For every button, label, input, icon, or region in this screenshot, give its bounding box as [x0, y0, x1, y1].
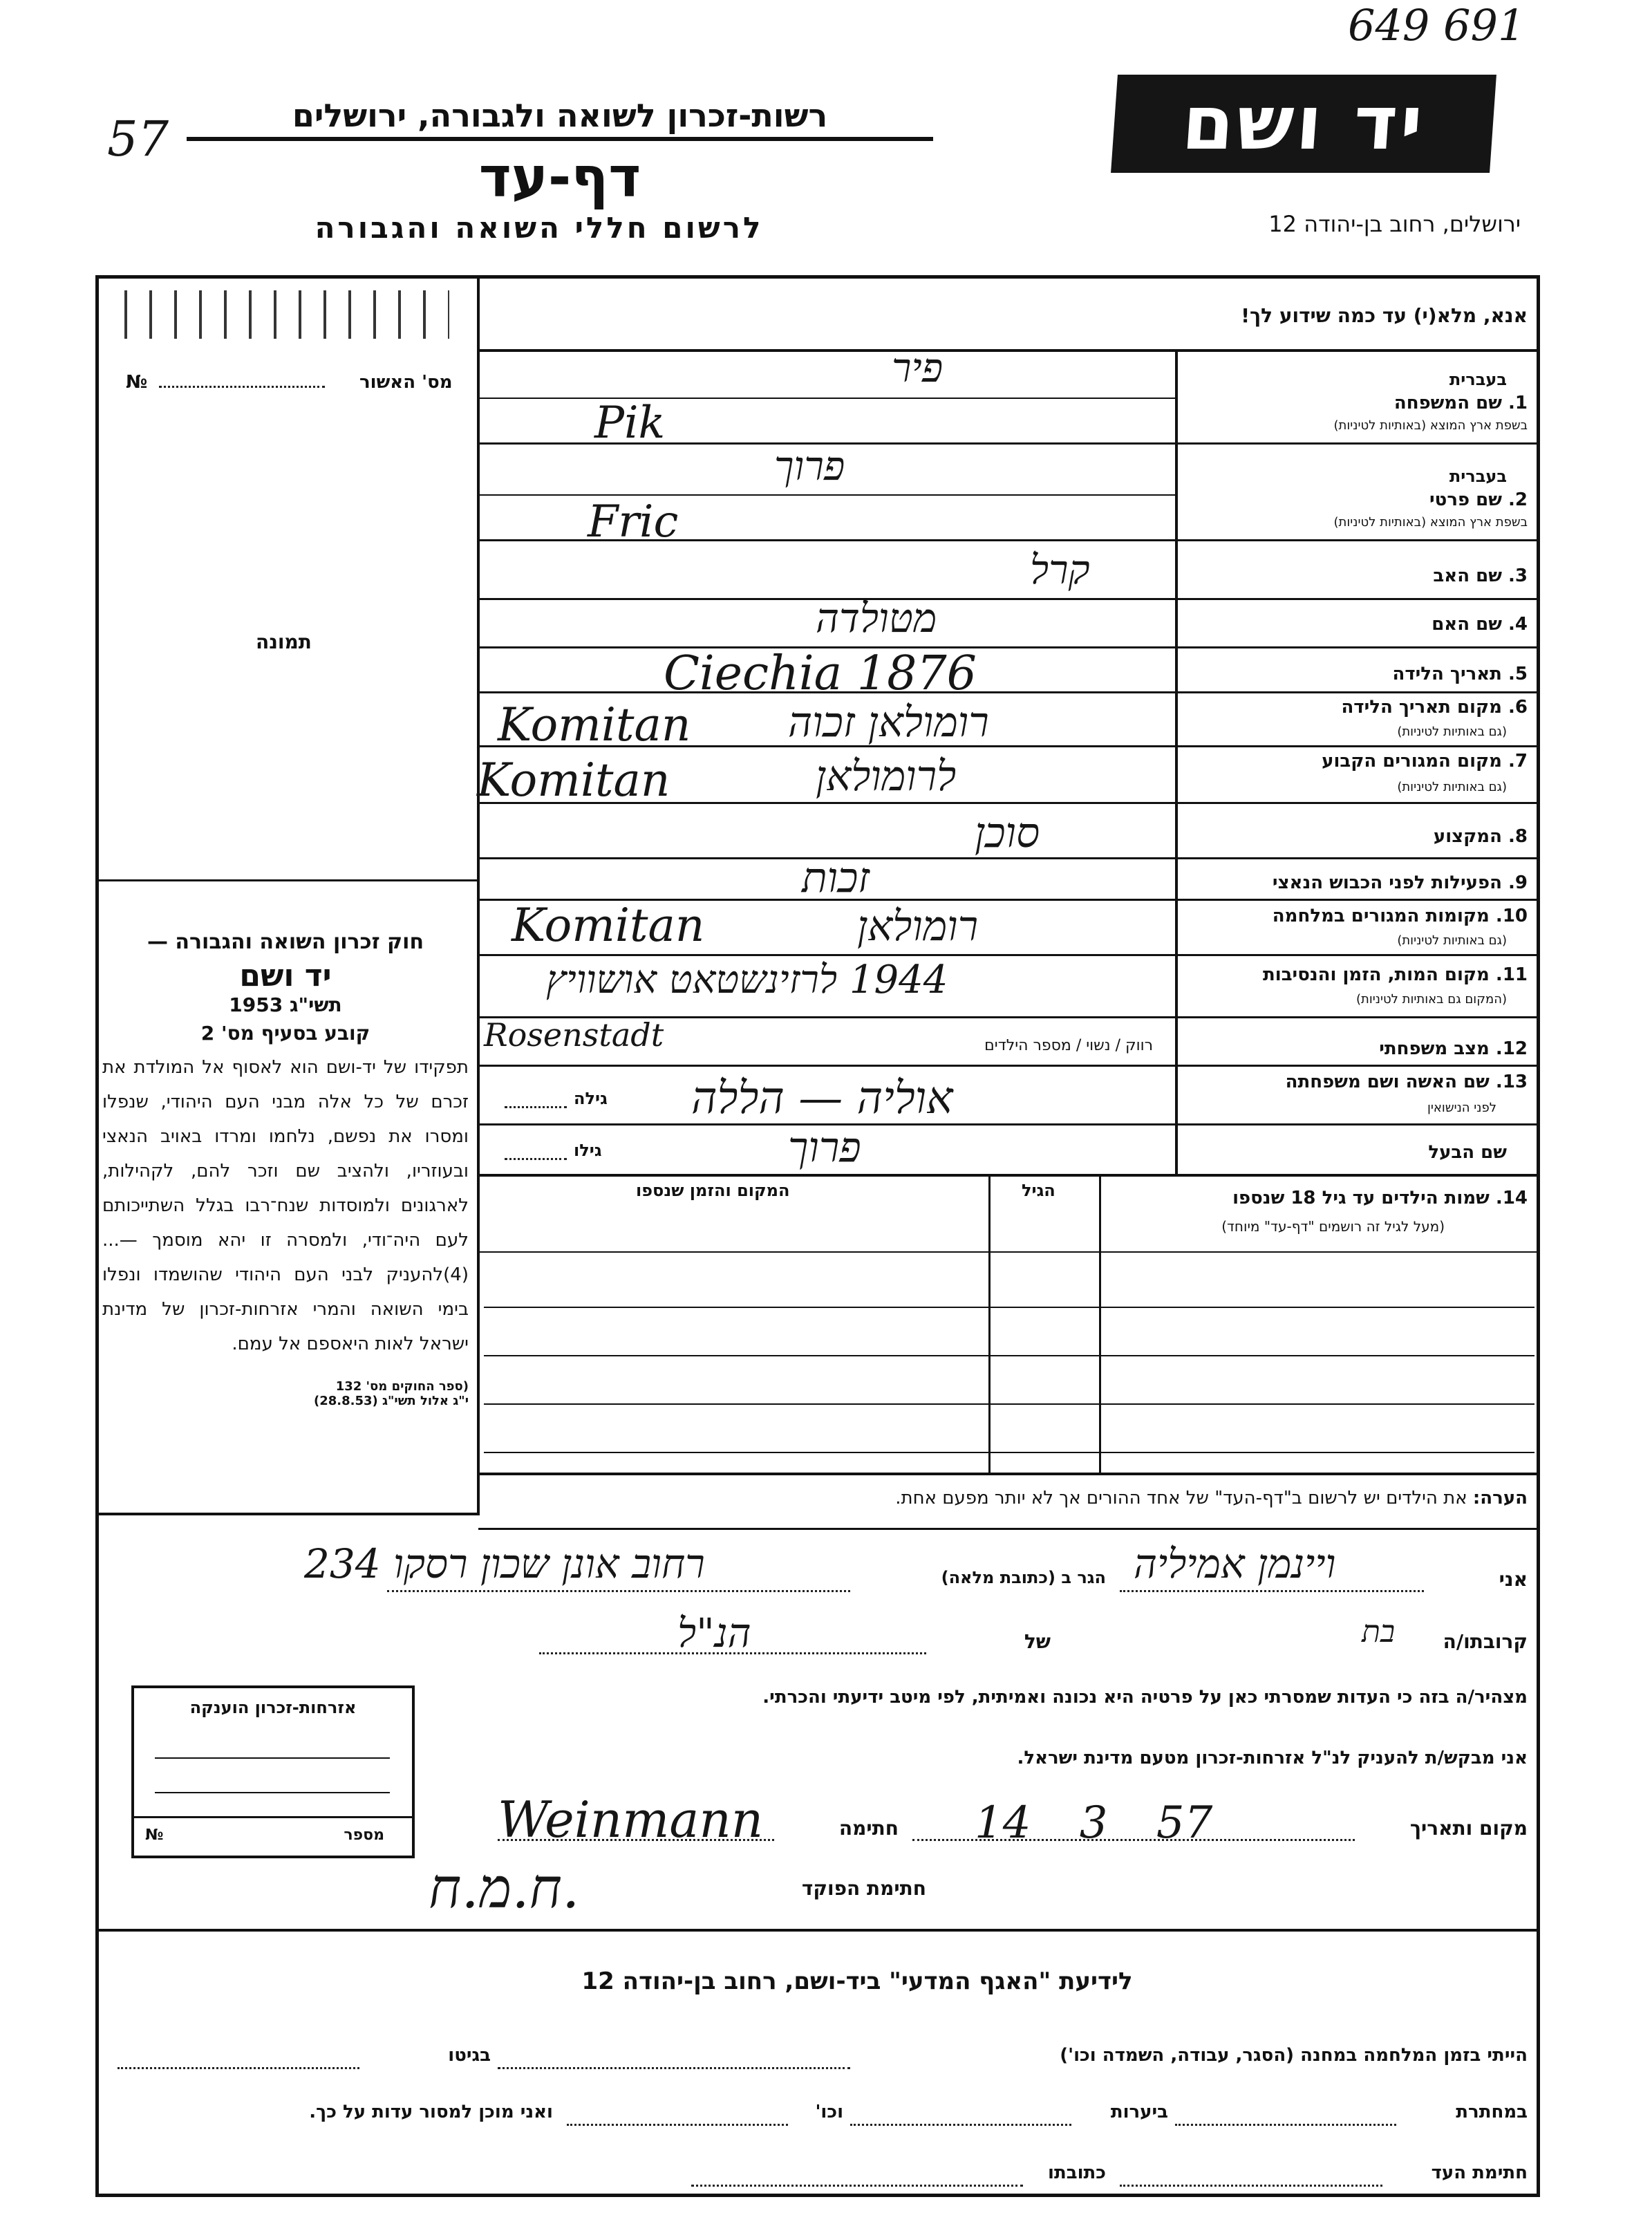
children-line-3	[484, 1403, 1534, 1405]
footer-line2-start: במחתרת	[1456, 2102, 1528, 2122]
photo-area-bottom	[97, 879, 478, 881]
field-label-6: 6. מקום תאריך הלידה	[1341, 697, 1528, 718]
birth-date: Ciechia 1876	[664, 646, 977, 701]
signature-label: חתימה	[838, 1817, 899, 1840]
place-date-label: מקום ותאריך	[1409, 1817, 1528, 1840]
footer-address-label: כתובתו	[1048, 2162, 1106, 2183]
wartime-place-hebrew: רומולאן	[857, 902, 979, 951]
husband-age-label: גילו	[574, 1141, 602, 1160]
form-title: דף-עד	[478, 145, 641, 209]
certificate-no-label: №	[145, 1826, 164, 1844]
wartime-place-latin: Komitan	[511, 899, 705, 952]
footer-divider	[97, 1929, 1540, 1932]
field-hebrew-tag-1: בעברית	[1449, 370, 1507, 389]
yad-vashem-logo: יד ושם	[1111, 75, 1496, 173]
row-line-5	[478, 691, 1540, 693]
relation: בת	[1362, 1614, 1396, 1650]
residence-latin: Komitan	[477, 754, 670, 807]
footer-line2-field-b	[850, 2124, 1071, 2126]
note-label: הערה:	[1472, 1488, 1528, 1508]
footer-heading: לידיעת "האגף המדעי" ביד-ושם, רחוב בן-יהודה 12	[581, 1968, 1133, 1995]
request-text: אני מבקש/ת להעניק לנ"ל אזרחות-זכרון מטעם מדינת ישראל.	[1017, 1748, 1528, 1768]
firstname-hebrew: פרוך	[774, 442, 845, 489]
marital-options: רווק / נשוי / מספר הילדים	[984, 1037, 1153, 1054]
field-label-4: 4. שם האם	[1432, 614, 1528, 635]
declarant-address: רחוב אונן שכון רסקו 234	[304, 1540, 705, 1587]
institution-address: ירושלים, רחוב בן-יהודה 12	[1268, 211, 1521, 237]
birthplace-hebrew: רומולאן זכוה	[788, 698, 989, 747]
children-bottom	[478, 1473, 1540, 1475]
footer-line2-forest: ביערות	[1110, 2102, 1168, 2122]
relative-label: קרובתו/ה	[1443, 1630, 1528, 1653]
field-sub-7: (גם באותיות לטיניות)	[1397, 780, 1507, 794]
field-label-1: 1. שם המשפחה	[1393, 393, 1528, 413]
instruction: אנא, מלא(י) עד כמה שידוע לך!	[1241, 304, 1528, 327]
row-line-13	[478, 1123, 1540, 1125]
field-sub-11: (המקום גם באותיות לטיניות)	[1355, 992, 1507, 1007]
law-text: תפקידו של יד-ושם הוא לאסוף אל המולדת את זכרם של כל אלה מבני העם היהודי, שנפלו ומסרו את נפשם, נלחמו ומרדו באויב הנאצי ובעוזריו, ולהציב שם וזכר להם, לקהילות, לארגונים ולמוסדות שנח־רבו בגלל השתייכותם לעם היה־ודי, ולמסרה זו יהא מוסמך —...(4)להעניק לבני העם היהודי שהושמדו ונפלו בימי השואה והמרי אזרחות-זכרון של מדינת ישראל לאות היאספם אל עמם.	[102, 1057, 469, 1354]
declarant-name-line	[1120, 1590, 1424, 1592]
field-sub-13: לפני הנישואין	[1427, 1101, 1496, 1115]
footer-address-line	[691, 2185, 1023, 2187]
children-label: 14. שמות הילדים עד גיל 18 שנספו	[1232, 1188, 1528, 1208]
note-text: את הילדים יש לרשום ב"דף-העד" של אחד ההורים אך לא יותר מפעם אחת.	[895, 1488, 1467, 1508]
footer-witness-sig-line	[1120, 2185, 1382, 2187]
law-name: יד ושם	[239, 958, 332, 993]
photo-label: תמונה	[256, 630, 312, 653]
relative-name: הנ"ל	[677, 1609, 751, 1656]
law-clause: קובע בסעיף מס' 2	[200, 1022, 370, 1045]
row-line-14	[478, 1174, 1540, 1177]
declaration-text: מצהיר/ה בזה כי העדות שמסרתי כאן על פרטיה היא נכונה ואמיתית, לפי מיטב ידיעתי והכרתי.	[762, 1687, 1528, 1708]
law-heading: חוק זכרון השואה והגבורה —	[147, 930, 424, 954]
row-line-1a	[478, 398, 1176, 399]
certificate-line-2	[155, 1792, 390, 1793]
approval-number-line	[159, 386, 325, 388]
footer-line2-field-a	[1175, 2124, 1396, 2126]
footer-line1-field-a	[498, 2067, 850, 2069]
archive-number: 649 691	[1348, 0, 1526, 50]
certificate-bottom	[134, 1816, 412, 1818]
profession: סוכן	[975, 809, 1040, 857]
certificate-line-1	[155, 1757, 390, 1759]
children-line-4	[484, 1452, 1534, 1453]
field-sub-10: (גם באותיות לטיניות)	[1397, 933, 1507, 948]
declarant-signature: Weinmann	[498, 1791, 764, 1849]
footer-line2-etc: וכו'	[815, 2102, 843, 2122]
official-signature: ח.מ.ח.	[429, 1856, 580, 1921]
note-bottom	[478, 1528, 1540, 1530]
children-place-header: המקום והזמן שנספו	[636, 1181, 790, 1200]
row-line-3	[478, 598, 1540, 600]
death-place-latin: Rosenstadt	[484, 1016, 664, 1054]
approval-hatch	[124, 290, 449, 339]
certificate-box	[131, 1685, 415, 1858]
wife-name: אוליה — הללה	[691, 1073, 953, 1124]
surname-hebrew: פיר	[892, 344, 944, 391]
children-col-1	[1099, 1175, 1101, 1473]
surname-latin: Pik	[594, 398, 666, 449]
certificate-title: אזרחות-זכרון הוענקה	[189, 1698, 357, 1717]
note-row	[895, 1488, 1528, 1508]
row-line-2a	[478, 494, 1176, 496]
field-label-7: 7. מקום המגורים הקבוע	[1322, 751, 1528, 772]
footer-line1-field-b	[118, 2067, 359, 2069]
of-label: של	[1024, 1630, 1051, 1653]
father-name: קרל	[1030, 546, 1090, 593]
field-label-13: 13. שם האשה ושם משפחתה	[1285, 1072, 1528, 1092]
row-line-8	[478, 857, 1540, 859]
field-label-10: 10. מקומות המגורים במלחמה	[1272, 906, 1528, 926]
row-line-4	[478, 646, 1540, 648]
declarant-i: אני	[1499, 1568, 1528, 1591]
field-sub-6: (גם באותיות לטיניות)	[1397, 725, 1507, 739]
firstname-latin: Fric	[588, 496, 679, 548]
field-label-husband: שם הבעל	[1428, 1142, 1507, 1163]
field-hebrew-tag-2: בעברית	[1449, 467, 1507, 486]
footer-line1-end: בגיטו	[448, 2045, 491, 2066]
field-label-5: 5. תאריך הלידה	[1392, 664, 1528, 684]
field-sub-1: בשפת ארץ המוצא (באותיות לטיניות)	[1333, 418, 1528, 433]
page-number: 57	[107, 111, 169, 167]
lives-label: הגר ב (כתובת מלאה)	[941, 1568, 1106, 1587]
girlhood-age-line	[505, 1106, 567, 1108]
girlhood-age-label: גילה	[574, 1089, 608, 1108]
left-column-divider	[477, 275, 480, 1513]
footer-witness-sig-label: חתימת העד	[1431, 2162, 1528, 2183]
law-gazette: (ספר החוקים מס' 132	[335, 1379, 469, 1394]
label-column-divider	[1175, 351, 1178, 1175]
residence-hebrew: לרומולאן	[816, 752, 957, 801]
birthplace-latin: Komitan	[498, 698, 691, 751]
field-sub-2: בשפת ארץ המוצא (באותיות לטיניות)	[1333, 515, 1528, 530]
field-label-9: 9. הפעילות לפני הכבוש הנאצי	[1272, 872, 1528, 893]
instruction-row-bottom	[478, 349, 1540, 352]
husband-age-line	[505, 1158, 567, 1160]
children-sub: (מעל לגיל זה רושמים "דף-עד" מיוחד)	[1221, 1218, 1445, 1235]
husband-name: פרוך	[788, 1123, 861, 1172]
field-label-11: 11. מקום המות, הזמן והנסיבות	[1263, 964, 1528, 985]
mother-name: מטולדה	[816, 595, 937, 642]
certificate-number-label: מספר	[344, 1826, 384, 1844]
approval-label: מס' האשור	[359, 372, 453, 393]
footer-line1: הייתי בזמן המלחמה במחנה (הסגר, עבודה, השמדה וכו')	[1060, 2045, 1528, 2066]
field-label-8: 8. המקצוע	[1433, 826, 1528, 847]
pre-occupation: זכות	[802, 854, 870, 902]
law-year: תשי"ג 1953	[229, 993, 342, 1016]
children-header-line	[478, 1251, 1540, 1253]
approval-no-label: №	[126, 372, 148, 393]
children-line-2	[484, 1355, 1534, 1356]
death-place: 1944 לרזינשטאט אושוויץ	[546, 957, 948, 1002]
law-gazette-date: י"ג אלול תשי"ג (28.8.53)	[313, 1394, 469, 1408]
row-line-12	[478, 1065, 1540, 1067]
field-label-3: 3. שם האב	[1433, 566, 1528, 586]
field-label-2: 2. שם פרטי	[1429, 489, 1528, 510]
authority-name: רשות-זכרון לשואה ולגבורה, ירושלים	[187, 97, 933, 141]
declarant-name: ויינמן אמיליה	[1134, 1540, 1336, 1587]
address-line	[387, 1590, 850, 1592]
field-label-12: 12. מצב משפחתי	[1379, 1038, 1528, 1059]
footer-line2-field-c	[567, 2124, 788, 2126]
form-subtitle: לרשום חללי השואה והגבורה	[315, 211, 764, 245]
row-line-10	[478, 954, 1540, 956]
children-col-2	[988, 1175, 991, 1473]
date-value: 14 3 57	[975, 1797, 1213, 1849]
children-age-header: הגיל	[1022, 1181, 1055, 1200]
children-line-1	[484, 1307, 1534, 1308]
law-section	[102, 930, 469, 1408]
footer-line2-end: ואני מוכן למסור עדות על כך.	[309, 2102, 553, 2122]
left-column-bottom	[95, 1513, 480, 1515]
official-label: חתימת הפוקד	[801, 1877, 926, 1900]
